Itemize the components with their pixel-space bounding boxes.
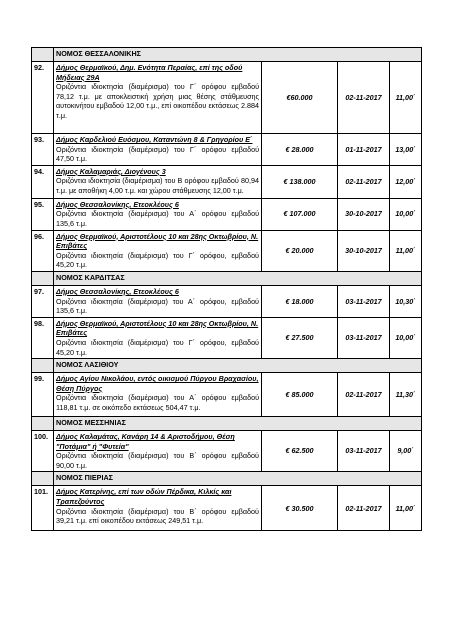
table-body [32, 48, 422, 531]
entry-description-cell [54, 486, 262, 531]
section-heading: ΝΟΜΟΣ ΜΕΣΣΗΝΙΑΣ [54, 417, 422, 431]
auction-time: 11,00΄ [390, 230, 422, 271]
starting-price: € 62.500 [262, 431, 338, 472]
entry-number: 97. [32, 285, 54, 317]
auction-time: 13,00΄ [390, 134, 422, 166]
property-address: Δήμος Καλαμαριάς, Διογένους 3 [56, 166, 166, 176]
table-row [32, 62, 422, 134]
section-heading-row [32, 359, 422, 373]
auction-time: 11,00΄ [390, 486, 422, 531]
property-address: Δήμος Καλαμάτας, Κανάρη 14 & Αριστοδήμου, Θέση "Ποτάμια" ή "Φυτεία" [56, 432, 235, 451]
auction-date: 03-11-2017 [338, 431, 390, 472]
section-heading-spacer [32, 48, 54, 62]
property-description: Οριζόντια ιδιοκτησία (διαμέρισμα) του Α΄ ορόφου εμβαδού 135,6 τ.μ. [56, 209, 259, 228]
property-description: Οριζόντια ιδιοκτησία (διαμέρισμα) του Α΄ ορόφου, εμβαδού 135,6 τ.μ. [56, 296, 259, 316]
property-address: Δήμος Κατερίνης, επί των οδών Πέρδικα, Κιλκίς και Τραπεζούντος [56, 487, 232, 507]
property-description: Οριζόντια ιδιοκτησία (διαμέρισμα) του Γ΄ ορόφου εμβαδού 78,12 τ.μ. με αποκλειστική χρήση μιας θέσης στάθμευσης αυτοκινήτου εμβαδού 12,00 τ.μ., επί οικοπέδου εκτάσεως 2.884 τ.μ. [56, 82, 259, 120]
entry-description-cell [54, 62, 262, 134]
auction-date: 03-11-2017 [338, 285, 390, 317]
property-description: Οριζόντια ιδιοκτησία (διαμέρισμα) του Β ορόφου εμβαδού 80,94 τ.μ. με αποθήκη 4,00 τ.μ. και χώρου στάθμευσης 12,00 τ.μ. [56, 176, 259, 195]
entry-description-cell [54, 165, 262, 198]
section-heading: ΝΟΜΟΣ ΘΕΣΣΑΛΟΝΙΚΗΣ [54, 48, 422, 62]
table-row [32, 230, 422, 271]
auction-time: 10,30΄ [390, 285, 422, 317]
auction-time: 9,00΄ [390, 431, 422, 472]
entry-number: 96. [32, 230, 54, 271]
entry-number: 101. [32, 486, 54, 531]
entry-description-cell [54, 285, 262, 317]
entry-description-cell [54, 431, 262, 472]
auction-date: 30-10-2017 [338, 198, 390, 230]
property-description: Οριζόντια ιδιοκτησία (διαμέρισμα) του Γ΄ ορόφου, εμβαδού 45,20 τ.μ. [56, 337, 259, 357]
property-address: Δήμος Θερμαϊκού, Αριστοτέλους 10 και 28ης Οκτωβρίου, Ν. Επιβάτες [56, 231, 259, 251]
starting-price: € 20.000 [262, 230, 338, 271]
auction-time: 10,00΄ [390, 198, 422, 230]
auction-time: 11,30΄ [390, 373, 422, 417]
property-description: Οριζόντια ιδιοκτησία (διαμέρισμα) του Γ΄ ορόφου, εμβαδού 45,20 τ.μ. [56, 250, 259, 270]
starting-price: € 30.500 [262, 486, 338, 531]
entry-number: 99. [32, 373, 54, 417]
table-row [32, 317, 422, 358]
entry-number: 92. [32, 62, 54, 134]
starting-price: € 28.000 [262, 134, 338, 166]
auction-date: 03-11-2017 [338, 317, 390, 358]
entry-description-cell [54, 134, 262, 166]
auction-table [31, 47, 422, 531]
table-row [32, 134, 422, 166]
starting-price: € 27.500 [262, 317, 338, 358]
property-description: Οριζόντια ιδιοκτησία (διαμέρισμα) του Γ΄ ορόφου εμβαδού 47,50 τ.μ. [56, 144, 259, 164]
starting-price: € 18.000 [262, 285, 338, 317]
property-description: Οριζόντια ιδιοκτησία (διαμέρισμα) του Β΄ ορόφου εμβαδού 90,00 τ.μ. [56, 451, 259, 470]
property-address: Δήμος Θερμαϊκού, Δημ. Ενότητα Περαίας, επί της οδού Μήδειας 29Α [56, 63, 243, 82]
auction-time: 10,00΄ [390, 317, 422, 358]
property-description: Οριζόντια ιδιοκτησία (διαμέρισμα) του Α΄ ορόφου εμβαδού 118,81 τ.μ. σε οικόπεδο εκτάσεως 504,47 τ.μ. [56, 393, 259, 412]
auction-date: 02-11-2017 [338, 62, 390, 134]
auction-time: 11,00΄ [390, 62, 422, 134]
entry-description-cell [54, 230, 262, 271]
starting-price: € 138.000 [262, 165, 338, 198]
auction-date: 02-11-2017 [338, 486, 390, 531]
entry-number: 95. [32, 198, 54, 230]
section-heading: ΝΟΜΟΣ ΠΙΕΡΙΑΣ [54, 472, 422, 486]
section-heading: ΝΟΜΟΣ ΚΑΡΔΙΤΣΑΣ [54, 271, 422, 285]
property-address: Δήμος Θεσσαλονίκης, Ετεοκλέους 6 [56, 199, 179, 209]
table-row [32, 486, 422, 531]
property-address: Δήμος Θερμαϊκού, Αριστοτέλους 10 και 28ης Οκτωβρίου, Ν. Επιβάτες [56, 318, 259, 338]
section-heading: ΝΟΜΟΣ ΛΑΣΙΘΙΟΥ [54, 359, 422, 373]
starting-price: € 85.000 [262, 373, 338, 417]
entry-description-cell [54, 373, 262, 417]
starting-price: €60.000 [262, 62, 338, 134]
starting-price: € 107.000 [262, 198, 338, 230]
property-address: Δήμος Θεσσαλονίκης, Ετεοκλέους 6 [56, 286, 179, 296]
property-address: Δήμος Καρδελιού Ευόσμου, Καταντώνη 8 & Γρηγορίου Ε΄ [56, 135, 253, 144]
table-row [32, 285, 422, 317]
section-heading-row [32, 472, 422, 486]
section-heading-spacer [32, 271, 54, 285]
table-row [32, 165, 422, 198]
section-heading-spacer [32, 359, 54, 373]
entry-number: 94. [32, 165, 54, 198]
section-heading-row [32, 417, 422, 431]
section-heading-spacer [32, 417, 54, 431]
property-description: Οριζόντια ιδιοκτησία (διαμέρισμα) του Β΄ ορόφου εμβαδού 39,21 τ.μ. επί οικοπέδου εκτάσεως 249,51 τ.μ. [56, 506, 259, 526]
table-row [32, 373, 422, 417]
section-heading-row [32, 48, 422, 62]
entry-number: 93. [32, 134, 54, 166]
section-heading-spacer [32, 472, 54, 486]
entry-number: 100. [32, 431, 54, 472]
property-address: Δήμος Αγίου Νικολάου, εντός οικισμού Πύργου Βραχασίου, Θέση Πύργος [56, 374, 259, 393]
auction-date: 30-10-2017 [338, 230, 390, 271]
auction-date: 01-11-2017 [338, 134, 390, 166]
section-heading-row [32, 271, 422, 285]
entry-number: 98. [32, 317, 54, 358]
entry-description-cell [54, 198, 262, 230]
auction-date: 02-11-2017 [338, 373, 390, 417]
auction-time: 12,00΄ [390, 165, 422, 198]
table-row [32, 431, 422, 472]
table-row [32, 198, 422, 230]
entry-description-cell [54, 317, 262, 358]
auction-date: 02-11-2017 [338, 165, 390, 198]
